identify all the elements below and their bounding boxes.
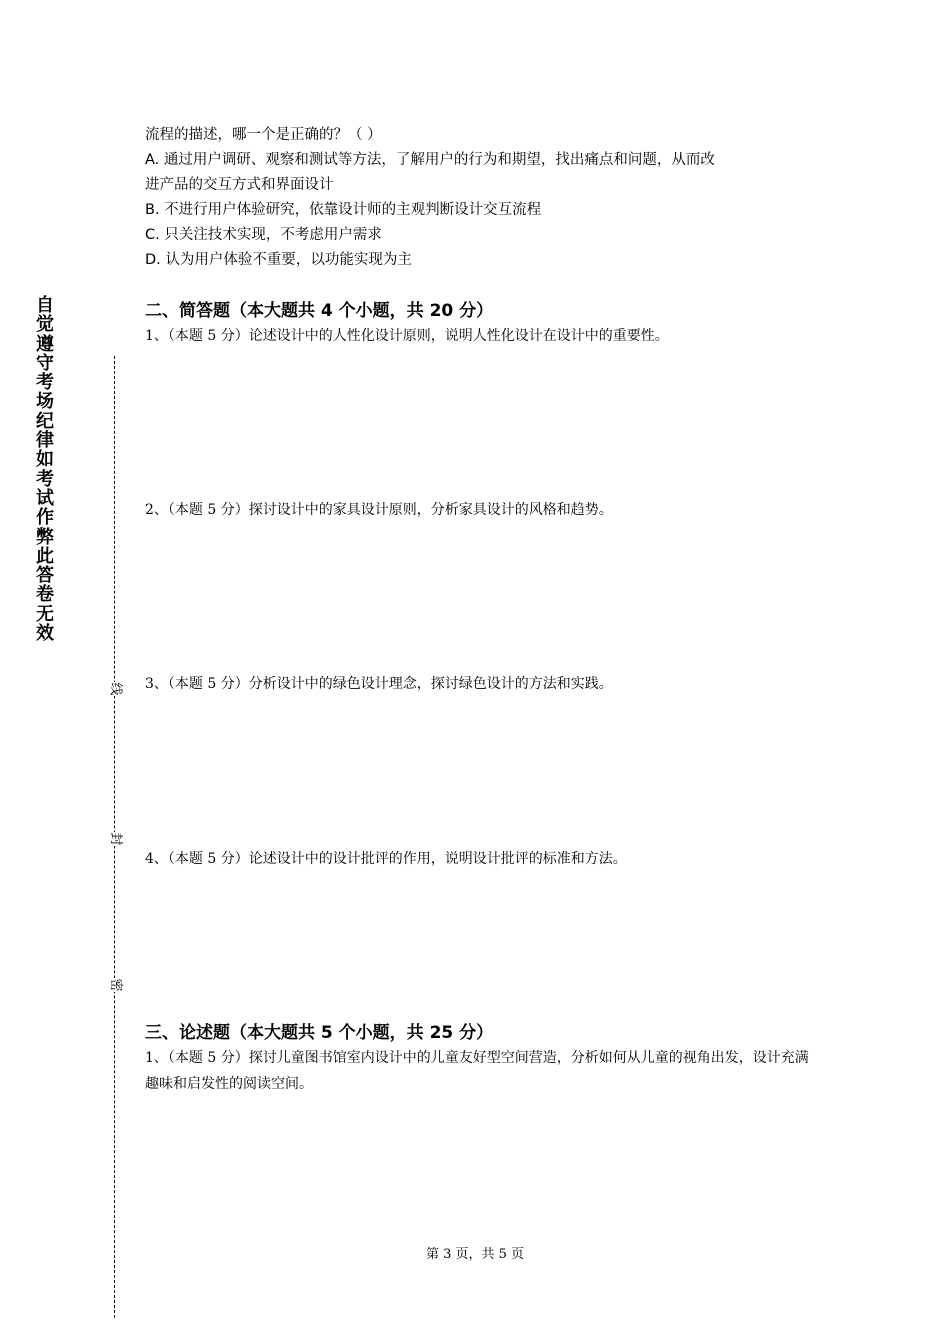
- seal-mark-mi: 密: [108, 978, 123, 992]
- mc-option-c: C. 只关注技术实现，不考虑用户需求: [145, 227, 382, 243]
- section2-title: 二、简答题（本大题共 4 个小题，共 20 分）: [145, 301, 494, 321]
- section2-question-3: 3、（本题 5 分）分析设计中的绿色设计理念，探讨绿色设计的方法和实践。: [145, 676, 613, 692]
- mc-option-b: B. 不进行用户体验研究，依靠设计师的主观判断设计交互流程: [145, 202, 542, 218]
- mc-option-d: D. 认为用户体验不重要，以功能实现为主: [145, 252, 412, 268]
- section3-question-1: 1、（本题 5 分）探讨儿童图书馆室内设计中的儿童友好型空间营造，分析如何从儿童的视角出发，设计充满趣味和启发性的阅读空间。: [145, 1050, 809, 1092]
- mc-option-a: A. 通过用户调研、观察和测试等方法，了解用户的行为和期望，找出痛点和问题，从而改: [145, 152, 715, 168]
- mc-question-stem: 流程的描述，哪一个是正确的？（ ）: [145, 127, 382, 143]
- seal-mark-xian: 线: [108, 682, 123, 696]
- mc-question: [145, 123, 810, 273]
- page-footer: 第 3 页，共 5 页: [425, 1247, 525, 1262]
- section2-question-2: 2、（本题 5 分）探讨设计中的家具设计原则，分析家具设计的风格和趋势。: [145, 502, 613, 518]
- mc-option-a-continued: 进产品的交互方式和界面设计: [145, 177, 334, 193]
- section2-question-1: 1、（本题 5 分）论述设计中的人性化设计原则，说明人性化设计在设计中的重要性。: [145, 328, 669, 344]
- section3-title: 三、论述题（本大题共 5 个小题，共 25 分）: [145, 1023, 494, 1043]
- section2-question-4: 4、（本题 5 分）论述设计中的设计批评的作用，说明设计批评的标准和方法。: [145, 851, 627, 867]
- exam-discipline-notice: 自觉遵守考场纪律如考试作弊此答卷无效: [36, 295, 54, 645]
- seal-mark-feng: 封: [108, 832, 123, 846]
